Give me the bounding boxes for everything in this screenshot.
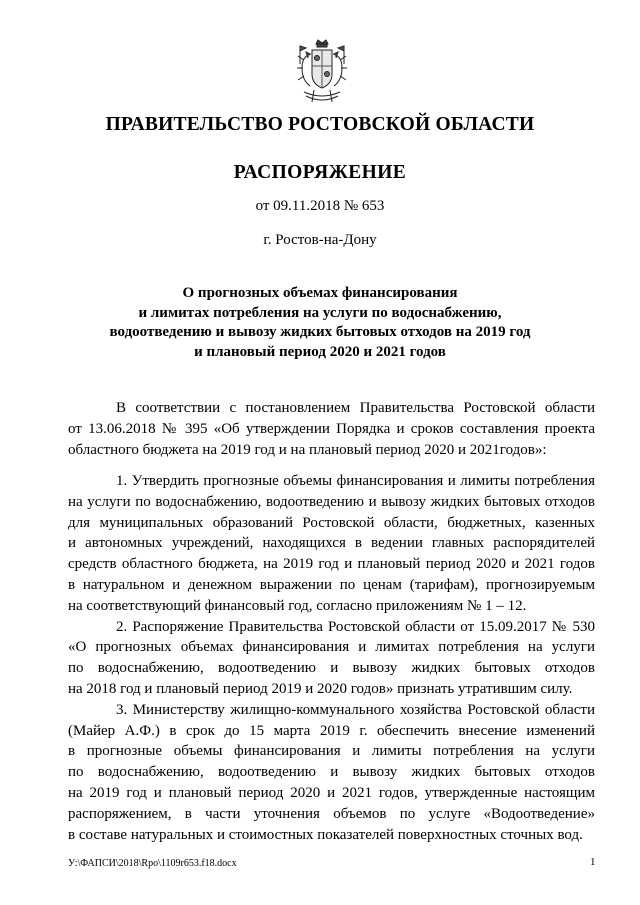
text-line: для муниципальных образований Ростовской области, бюджетных, казенных — [68, 514, 595, 531]
text-line: по водоснабжению, водоотведению и вывозу жидких бытовых отходов — [68, 764, 595, 781]
text-line: на услуги по водоснабжению, водоотведению и вывозу жидких бытовых отходов — [68, 493, 595, 510]
document-type: РАСПОРЯЖЕНИЕ — [233, 162, 407, 183]
text-line: на соответствующий финансовый год, согласно приложениям № 1 – 12. — [68, 597, 527, 614]
place: г. Ростов-на-Дону — [263, 232, 377, 248]
date-number: от 09.11.2018 № 653 — [255, 198, 385, 214]
subject-line: и плановый период 2020 и 2021 годов — [194, 344, 446, 361]
text-line: В соответствии с постановлением Правительства Ростовской области — [116, 400, 595, 416]
subject-line: и лимитах потребления на услуги по водоснабжению, — [138, 304, 502, 321]
text-line: 3. Министерству жилищно-коммунального хозяйства Ростовской области — [116, 701, 595, 718]
text-line: на 2019 год и плановый период 2020 и 2021 годов, утвержденные настоящим — [68, 784, 595, 801]
text-line: областного бюджета на 2019 год и на плановый период 2020 и 2021годов»: — [68, 441, 547, 458]
text-line: в прогнозные объемы финансирования и лимиты потребления на услуги — [68, 743, 595, 760]
government-title: ПРАВИТЕЛЬСТВО РОСТОВСКОЙ ОБЛАСТИ — [105, 114, 535, 135]
text-line: в натуральном и денежном выражении по ценам (тарифам), прогнозируемым — [68, 576, 595, 593]
text-line: (Майер А.Ф.) в срок до 15 марта 2019 г. обеспечить внесение изменений — [68, 722, 595, 739]
preamble-paragraph — [68, 398, 595, 460]
text-line: в составе натуральных и стоимостных показателей поверхностных сточных вод. — [68, 826, 583, 843]
text-line: и автономных учреждений, находящихся в ведении главных распорядителей — [68, 535, 595, 552]
text-line: на 2018 год и плановый период 2019 и 2020 годов» признать утратившим силу. — [68, 680, 573, 697]
document-subject — [80, 284, 560, 363]
text-line: по водоснабжению, водоотведению и вывозу жидких бытовых отходов — [68, 660, 595, 677]
footer-file-path: У:\ФАПСИ\2018\Rpo\1109r653.f18.docx — [68, 858, 237, 869]
text-line: «О прогнозных объемах финансирования и лимитах потребления на услуги — [68, 639, 595, 656]
coat-of-arms-icon — [294, 38, 350, 108]
subject-line: О прогнозных объемах финансирования — [182, 285, 458, 301]
text-line: от 13.06.2018 № 395 «Об утверждении Порядка и сроков составления проекта — [68, 420, 595, 437]
text-line: 2. Распоряжение Правительства Ростовской области от 15.09.2017 № 530 — [116, 618, 595, 635]
page-number: 1 — [590, 856, 596, 868]
text-line: распоряжением, в части уточнения объемов по услуге «Водоотведение» — [68, 805, 595, 822]
text-line: средств областного бюджета, на 2019 год и плановый период 2020 и 2021 годов — [68, 556, 595, 573]
subject-line: водоотведению и вывозу жидких бытовых отходов на 2019 год — [109, 324, 531, 341]
items-section — [68, 471, 595, 845]
text-line: 1. Утвердить прогнозные объемы финансирования и лимиты потребления — [116, 473, 595, 489]
